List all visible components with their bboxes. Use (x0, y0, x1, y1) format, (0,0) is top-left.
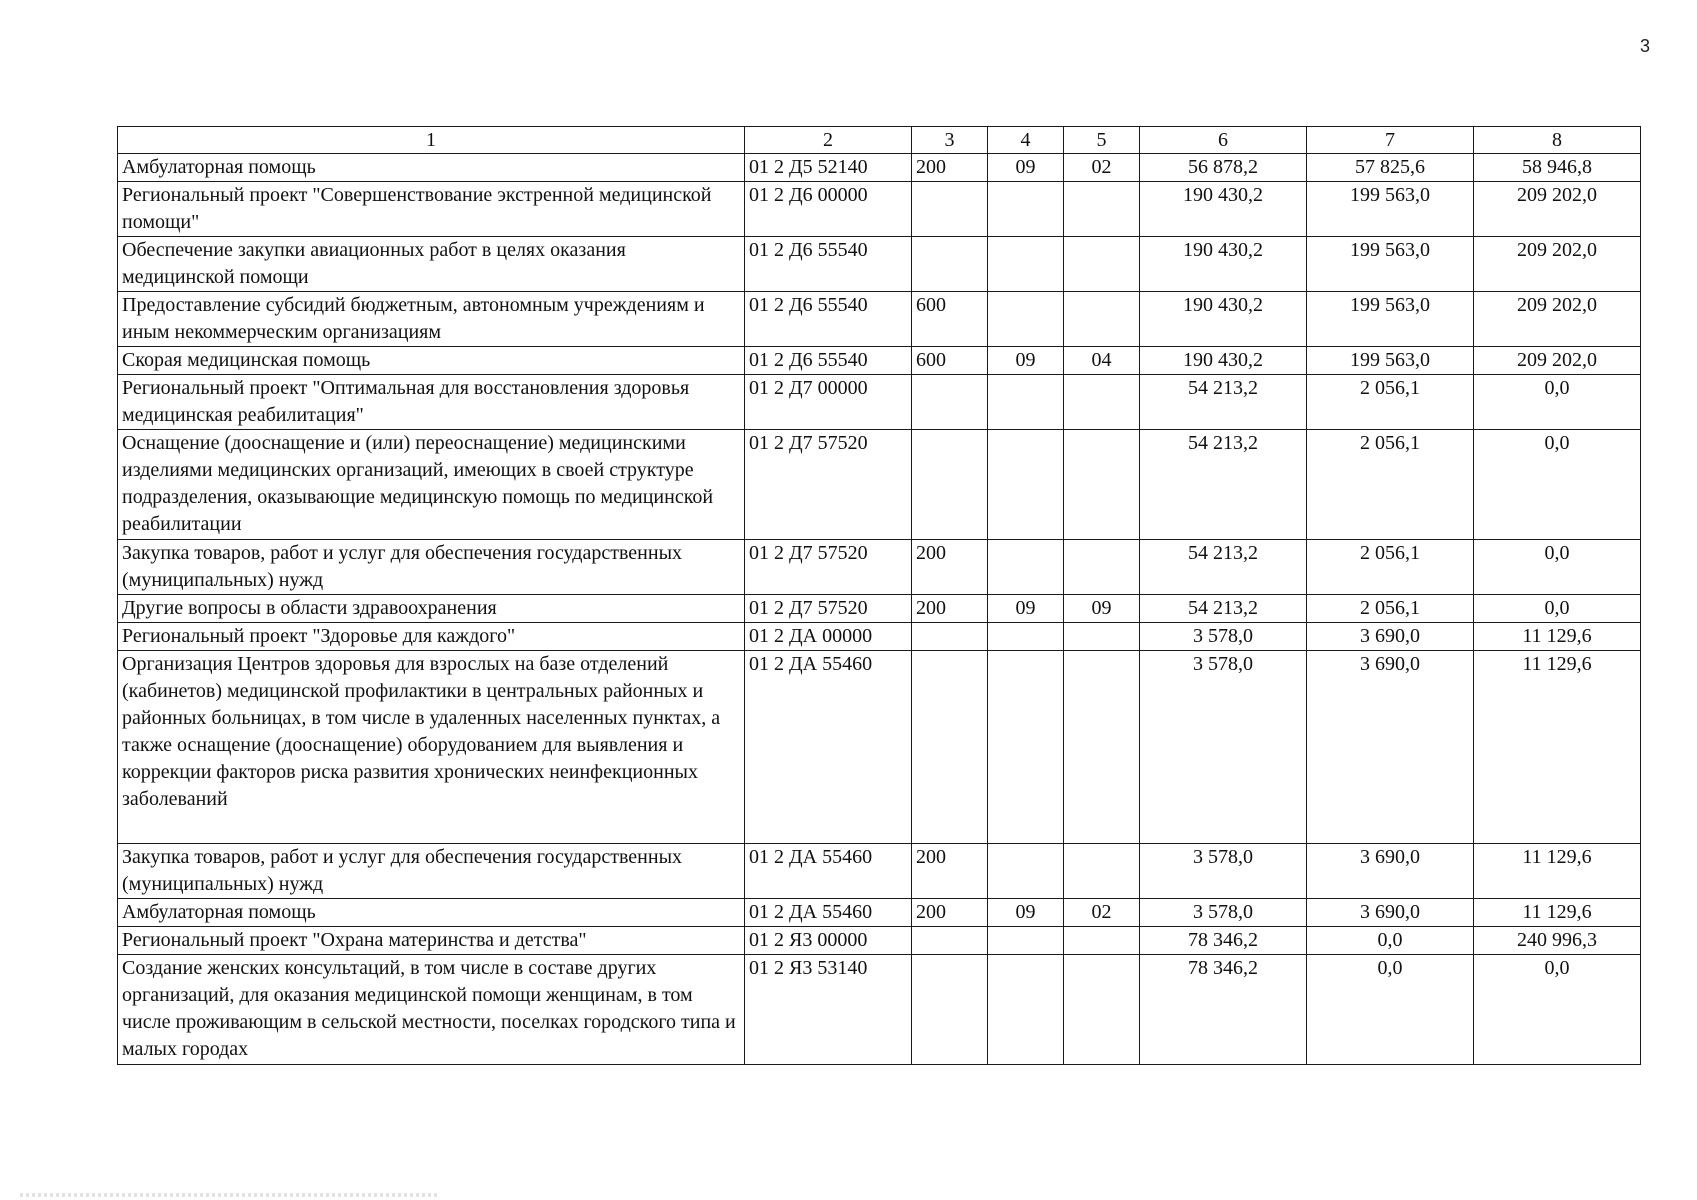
row-subsection-cell (1064, 955, 1140, 1065)
row-amount-year2-cell: 199 563,0 (1307, 237, 1474, 292)
row-name-cell: Региональный проект "Совершенствование экстренной медицинской помощи" (118, 182, 745, 237)
row-amount-year3-cell: 11 129,6 (1474, 899, 1641, 927)
row-expense-type-cell: 200 (912, 154, 988, 182)
row-subsection-cell (1064, 927, 1140, 955)
row-section-cell (988, 540, 1064, 595)
row-amount-year1-cell: 54 213,2 (1140, 540, 1307, 595)
row-subsection-cell (1064, 540, 1140, 595)
row-subsection-cell (1064, 375, 1140, 430)
row-name-cell: Закупка товаров, работ и услуг для обеспечения государственных (муниципальных) нужд (118, 844, 745, 899)
row-code-cell: 01 2 Д5 52140 (745, 154, 912, 182)
row-amount-year1-cell: 54 213,2 (1140, 595, 1307, 623)
header-cell: 6 (1140, 127, 1307, 154)
row-section-cell (988, 955, 1064, 1065)
row-amount-year3-cell: 209 202,0 (1474, 182, 1641, 237)
row-section-cell (988, 927, 1064, 955)
row-name-cell: Другие вопросы в области здравоохранения (118, 595, 745, 623)
header-cell: 7 (1307, 127, 1474, 154)
table-row (118, 651, 1641, 844)
row-amount-year1-cell: 78 346,2 (1140, 955, 1307, 1065)
row-name-cell: Организация Центров здоровья для взрослых на базе отделений (кабинетов) медицинской профилактики в центральных районных и районных больницах, в том числе в удаленных населенных пунктах, а также оснащение (дооснащение) оборудованием для выявления и коррекции факторов риска развития хронических неинфекционных заболеваний (118, 651, 745, 844)
row-expense-type-cell: 200 (912, 595, 988, 623)
row-section-cell (988, 844, 1064, 899)
row-expense-type-cell (912, 623, 988, 651)
header-cell: 3 (912, 127, 988, 154)
row-expense-type-cell (912, 651, 988, 844)
row-amount-year3-cell: 0,0 (1474, 430, 1641, 540)
table-body (118, 154, 1641, 1065)
row-amount-year3-cell: 0,0 (1474, 375, 1641, 430)
row-name-cell: Оснащение (дооснащение и (или) переоснащение) медицинскими изделиями медицинских организаций, имеющих в своей структуре подразделения, оказывающие медицинскую помощь по медицинской реабилитации (118, 430, 745, 540)
row-expense-type-cell (912, 182, 988, 237)
row-amount-year2-cell: 57 825,6 (1307, 154, 1474, 182)
header-cell: 4 (988, 127, 1064, 154)
table-row (118, 237, 1641, 292)
row-code-cell: 01 2 ДА 55460 (745, 651, 912, 844)
row-expense-type-cell (912, 927, 988, 955)
row-amount-year2-cell: 3 690,0 (1307, 844, 1474, 899)
row-code-cell: 01 2 Д6 00000 (745, 182, 912, 237)
row-expense-type-cell (912, 955, 988, 1065)
row-code-cell: 01 2 Д7 57520 (745, 540, 912, 595)
row-amount-year3-cell: 240 996,3 (1474, 927, 1641, 955)
row-amount-year2-cell: 3 690,0 (1307, 623, 1474, 651)
table-row (118, 623, 1641, 651)
row-amount-year1-cell: 190 430,2 (1140, 237, 1307, 292)
row-name-cell: Региональный проект "Оптимальная для восстановления здоровья медицинская реабилитация" (118, 375, 745, 430)
row-subsection-cell: 09 (1064, 595, 1140, 623)
row-subsection-cell: 02 (1064, 154, 1140, 182)
header-cell: 1 (118, 127, 745, 154)
row-amount-year3-cell: 209 202,0 (1474, 237, 1641, 292)
row-amount-year2-cell: 2 056,1 (1307, 375, 1474, 430)
table-row (118, 540, 1641, 595)
table-row (118, 595, 1641, 623)
scan-artifact (20, 1193, 440, 1197)
table-row (118, 430, 1641, 540)
row-amount-year3-cell: 58 946,8 (1474, 154, 1641, 182)
row-amount-year1-cell: 78 346,2 (1140, 927, 1307, 955)
header-cell: 2 (745, 127, 912, 154)
table-row (118, 844, 1641, 899)
row-amount-year3-cell: 11 129,6 (1474, 623, 1641, 651)
row-section-cell (988, 430, 1064, 540)
row-amount-year3-cell: 209 202,0 (1474, 347, 1641, 375)
row-amount-year2-cell: 3 690,0 (1307, 899, 1474, 927)
row-name-cell: Региональный проект "Охрана материнства и детства" (118, 927, 745, 955)
table-row (118, 347, 1641, 375)
table-row (118, 182, 1641, 237)
row-amount-year1-cell: 190 430,2 (1140, 347, 1307, 375)
row-code-cell: 01 2 Д6 55540 (745, 237, 912, 292)
row-subsection-cell (1064, 237, 1140, 292)
header-row (118, 127, 1641, 154)
row-section-cell (988, 292, 1064, 347)
header-cell: 8 (1474, 127, 1641, 154)
row-code-cell: 01 2 Д7 57520 (745, 430, 912, 540)
row-amount-year3-cell: 0,0 (1474, 955, 1641, 1065)
row-subsection-cell (1064, 651, 1140, 844)
row-code-cell: 01 2 ДА 00000 (745, 623, 912, 651)
row-section-cell: 09 (988, 595, 1064, 623)
row-name-cell: Амбулаторная помощь (118, 154, 745, 182)
table-row (118, 154, 1641, 182)
row-expense-type-cell (912, 430, 988, 540)
row-expense-type-cell: 200 (912, 844, 988, 899)
row-amount-year1-cell: 54 213,2 (1140, 375, 1307, 430)
table-row (118, 927, 1641, 955)
row-name-cell: Обеспечение закупки авиационных работ в целях оказания медицинской помощи (118, 237, 745, 292)
row-amount-year3-cell: 11 129,6 (1474, 844, 1641, 899)
row-section-cell (988, 237, 1064, 292)
row-name-cell: Скорая медицинская помощь (118, 347, 745, 375)
row-code-cell: 01 2 Д6 55540 (745, 347, 912, 375)
row-code-cell: 01 2 Д7 00000 (745, 375, 912, 430)
row-section-cell (988, 182, 1064, 237)
header-cell: 5 (1064, 127, 1140, 154)
row-expense-type-cell: 600 (912, 292, 988, 347)
row-amount-year2-cell: 2 056,1 (1307, 430, 1474, 540)
row-name-cell: Закупка товаров, работ и услуг для обеспечения государственных (муниципальных) нужд (118, 540, 745, 595)
row-amount-year2-cell: 199 563,0 (1307, 182, 1474, 237)
row-expense-type-cell: 600 (912, 347, 988, 375)
row-amount-year3-cell: 209 202,0 (1474, 292, 1641, 347)
table-row (118, 292, 1641, 347)
row-amount-year1-cell: 56 878,2 (1140, 154, 1307, 182)
row-expense-type-cell (912, 375, 988, 430)
row-code-cell: 01 2 Д7 57520 (745, 595, 912, 623)
row-section-cell: 09 (988, 154, 1064, 182)
row-subsection-cell (1064, 844, 1140, 899)
row-code-cell: 01 2 Я3 00000 (745, 927, 912, 955)
row-amount-year3-cell: 0,0 (1474, 540, 1641, 595)
row-name-cell: Региональный проект "Здоровье для каждого" (118, 623, 745, 651)
row-name-cell: Амбулаторная помощь (118, 899, 745, 927)
row-section-cell (988, 651, 1064, 844)
row-code-cell: 01 2 ДА 55460 (745, 899, 912, 927)
row-amount-year1-cell: 54 213,2 (1140, 430, 1307, 540)
row-amount-year2-cell: 2 056,1 (1307, 595, 1474, 623)
row-amount-year2-cell: 3 690,0 (1307, 651, 1474, 844)
row-amount-year1-cell: 3 578,0 (1140, 899, 1307, 927)
row-name-cell: Создание женских консультаций, в том числе в составе других организаций, для оказания медицинской помощи женщинам, в том числе проживающим в сельской местности, поселках городского типа и малых городах (118, 955, 745, 1065)
row-subsection-cell (1064, 430, 1140, 540)
row-section-cell (988, 623, 1064, 651)
row-expense-type-cell (912, 237, 988, 292)
row-code-cell: 01 2 Я3 53140 (745, 955, 912, 1065)
row-section-cell: 09 (988, 347, 1064, 375)
row-code-cell: 01 2 Д6 55540 (745, 292, 912, 347)
row-subsection-cell: 02 (1064, 899, 1140, 927)
row-amount-year2-cell: 0,0 (1307, 955, 1474, 1065)
row-amount-year3-cell: 11 129,6 (1474, 651, 1641, 844)
row-subsection-cell (1064, 623, 1140, 651)
row-amount-year2-cell: 2 056,1 (1307, 540, 1474, 595)
row-subsection-cell: 04 (1064, 347, 1140, 375)
budget-table (117, 126, 1641, 1065)
row-amount-year1-cell: 3 578,0 (1140, 623, 1307, 651)
row-amount-year1-cell: 3 578,0 (1140, 844, 1307, 899)
row-expense-type-cell: 200 (912, 899, 988, 927)
row-amount-year3-cell: 0,0 (1474, 595, 1641, 623)
row-amount-year1-cell: 3 578,0 (1140, 651, 1307, 844)
table-row (118, 955, 1641, 1065)
page-number: 3 (1640, 36, 1651, 56)
row-name-cell: Предоставление субсидий бюджетным, автономным учреждениям и иным некоммерческим организациям (118, 292, 745, 347)
row-subsection-cell (1064, 292, 1140, 347)
row-section-cell: 09 (988, 899, 1064, 927)
row-section-cell (988, 375, 1064, 430)
table-row (118, 375, 1641, 430)
row-expense-type-cell: 200 (912, 540, 988, 595)
row-code-cell: 01 2 ДА 55460 (745, 844, 912, 899)
row-amount-year2-cell: 199 563,0 (1307, 347, 1474, 375)
row-amount-year1-cell: 190 430,2 (1140, 292, 1307, 347)
row-subsection-cell (1064, 182, 1140, 237)
row-amount-year2-cell: 199 563,0 (1307, 292, 1474, 347)
row-amount-year2-cell: 0,0 (1307, 927, 1474, 955)
table-row (118, 899, 1641, 927)
row-amount-year1-cell: 190 430,2 (1140, 182, 1307, 237)
